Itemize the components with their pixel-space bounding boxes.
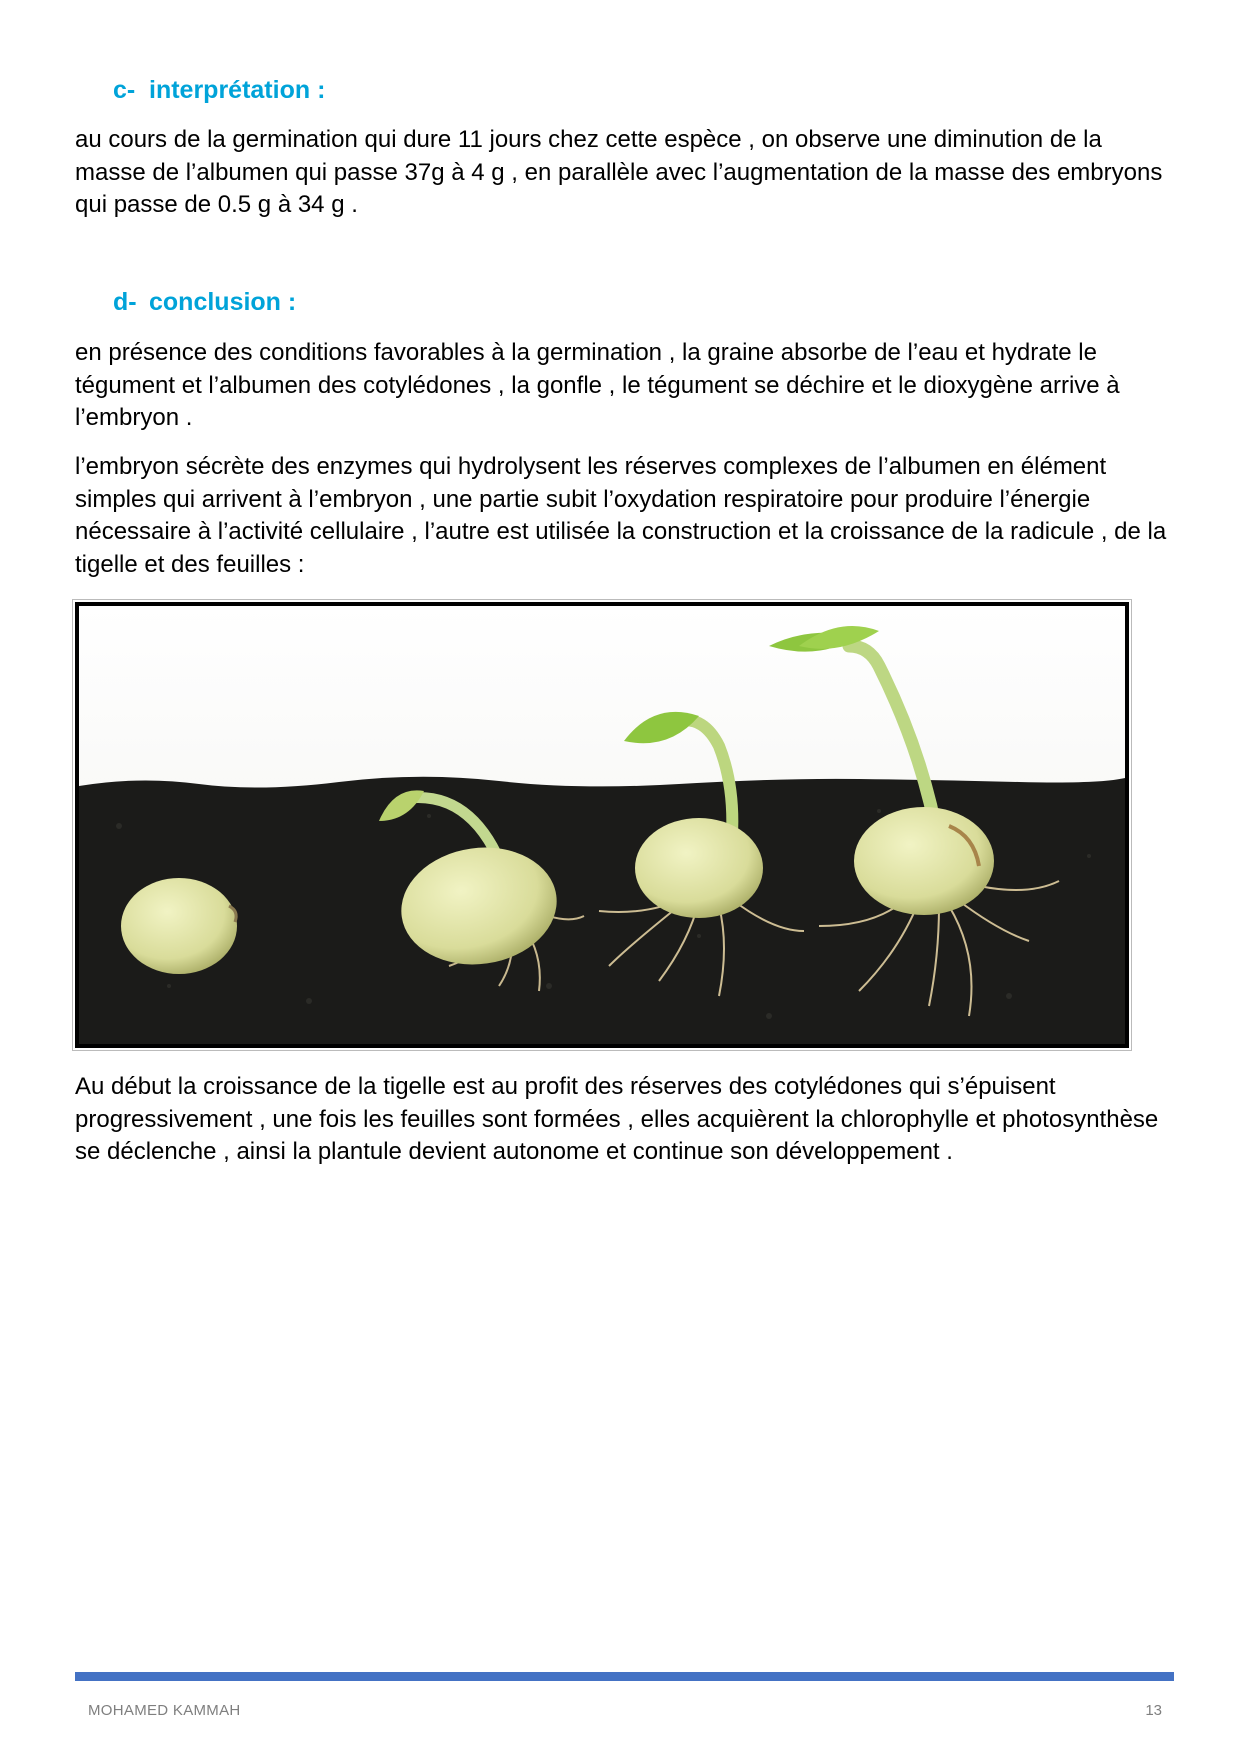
section-heading-interpretation: [113, 76, 325, 105]
seedling-illustration: [79, 606, 1125, 1044]
section-title: conclusion :: [149, 288, 297, 316]
page-number: 13: [1145, 1702, 1162, 1719]
footer-divider: [75, 1672, 1174, 1681]
conclusion-paragraph-3: Au début la croissance de la tigelle est au profit des réserves des cotylédones qui s’épuisent progressivement , une fois les feuilles sont formées , elles acquièrent la chlorophylle et photosynthèse se déclenche , ainsi la plantule devient autonome et continue son développement .: [75, 1073, 1159, 1165]
section-heading-conclusion: [113, 288, 296, 317]
seed-stage-1: [121, 878, 237, 974]
section-number: d-: [113, 288, 137, 316]
conclusion-paragraph-2: l’embryon sécrète des enzymes qui hydrolysent les réserves complexes de l’albumen en élément simples qui arrivent à l’embryon , une partie subit l’oxydation respiratoire pour produire l’énergie nécessaire à l’activité cellulaire , l’autre est utilisée la construction et la croissance de la radicule , de la tigelle et des feuilles :: [75, 453, 1167, 578]
footer-author: MOHAMED KAMMAH: [88, 1702, 241, 1719]
section-number: c-: [113, 76, 136, 104]
interpretation-paragraph: au cours de la germination qui dure 11 jours chez cette espèce , on observe une diminution de la masse de l’albumen qui passe 37g à 4 g , en parallèle avec l’augmentation de la masse des embryons qui passe de 0.5 g à 34 g .: [75, 126, 1163, 218]
germination-stages-figure: [75, 602, 1129, 1048]
section-title: interprétation :: [149, 76, 326, 104]
conclusion-paragraph-1: en présence des conditions favorables à la germination , la graine absorbe de l’eau et hydrate le tégument et l’albumen des cotylédones , la gonfle , le tégument se déchire et le dioxygène arrive à l’embryon .: [75, 339, 1120, 431]
